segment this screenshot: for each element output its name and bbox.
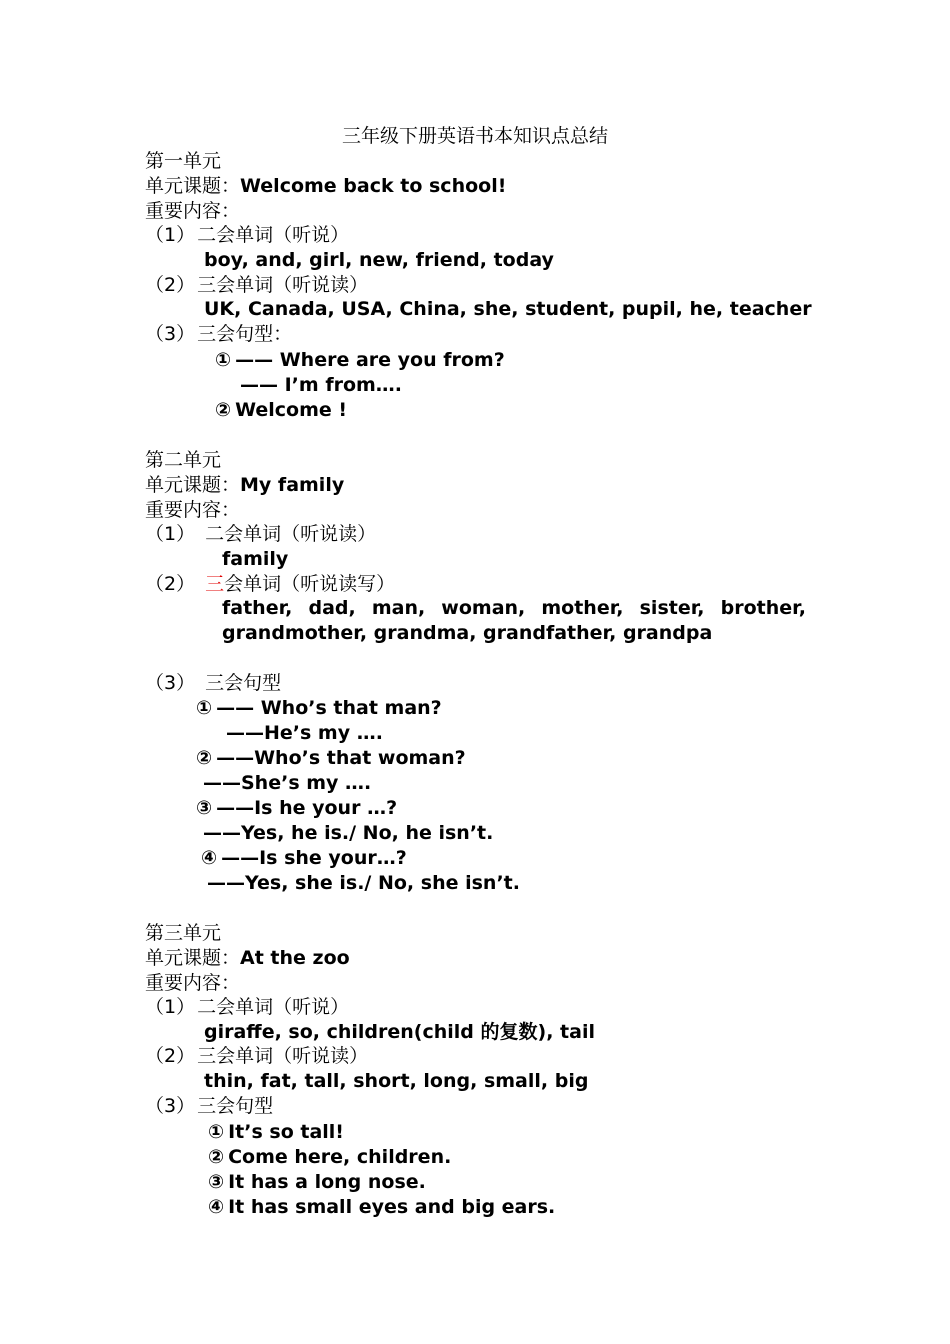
page-title: 三年级下册英语书本知识点总结 [341,125,608,147]
unit2-part2-words-line1 [222,596,806,620]
part-title: 三会句型 [197,1095,274,1117]
unit2-content-label: 重要内容： [145,499,241,521]
unit3-sentence2 [208,1145,451,1169]
number-marker: ② [215,399,232,421]
number-marker: ③ [208,1171,225,1193]
unit1-heading: 第一单元 [145,150,222,172]
unit2-sentence4-answer: ——Yes, she is./ No, she isn’t. [207,872,520,894]
part-number: （2） [145,274,196,296]
part-title: 三会单词（听说读） [197,1045,369,1067]
unit1-part2-words: UK, Canada, USA, China, she, student, pupil, he, teacher [204,298,812,320]
unit3-topic-line [145,946,350,970]
unit3-topic: At the zoo [240,947,350,969]
part-title: 会单词（听说读写） [224,573,396,595]
sentence-text: —— Where are you from? [235,349,505,371]
number-marker: ② [196,747,213,769]
sentence-text: ——Is he your …? [216,797,398,819]
part-number: （3） [145,1095,196,1117]
part-number: （1） [145,224,196,246]
number-marker: ① [215,349,232,371]
unit3-part1-title [145,995,349,1019]
unit2-part2-title [145,572,395,596]
part-number: （1） [145,996,196,1018]
part-title-highlight: 三 [205,573,225,595]
topic-label: 单元课题： [145,474,241,496]
word: brother, [720,597,806,619]
number-marker: ① [196,697,213,719]
unit2-part1-title [145,522,376,546]
sentence-text: Welcome ! [235,399,348,421]
sentence-text: —— Who’s that man? [216,697,442,719]
number-marker: ① [208,1121,225,1143]
unit3-sentence4 [208,1195,555,1219]
unit1-topic: Welcome back to school! [240,175,507,197]
part-title: 三会句型 [205,672,282,694]
unit2-sentence1-question [196,696,442,720]
unit1-part3-title [145,322,292,346]
unit3-part2-words: thin, fat, tall, short, long, small, big [204,1070,589,1092]
unit2-topic-line [145,473,344,497]
unit2-heading: 第二单元 [145,449,222,471]
word: man, [371,597,426,619]
unit2-sentence3-answer: ——Yes, he is./ No, he isn’t. [203,822,494,844]
sentence-text: ——Who’s that woman? [216,747,466,769]
number-marker: ④ [208,1196,225,1218]
sentence-text: It’s so tall! [228,1121,344,1143]
unit1-content-label: 重要内容： [145,200,241,222]
part-number: （3） [145,323,196,345]
part-title: 二会单词（听说读） [205,523,377,545]
part-title: 二会单词（听说） [197,224,350,246]
topic-label: 单元课题： [145,175,241,197]
unit3-sentence3 [208,1170,426,1194]
part-number: （1） [145,523,196,545]
word: mother, [541,597,624,619]
unit3-part3-title [145,1094,273,1118]
sentence-text: It has a long nose. [228,1171,426,1193]
unit1-part1-title [145,223,349,247]
sentence-text: It has small eyes and big ears. [228,1196,556,1218]
unit2-part2-words-line2: grandmother, grandma, grandfather, grandpa [222,622,713,644]
sentence-text: ——Is she your…? [221,847,407,869]
unit3-heading: 第三单元 [145,922,222,944]
sentence-text: Come here, children. [228,1146,452,1168]
unit2-sentence2-question [196,746,466,770]
part-title: 二会单词（听说） [197,996,350,1018]
unit2-sentence2-answer: ——She’s my …. [203,772,372,794]
word: woman, [441,597,526,619]
unit2-part3-title [145,671,281,695]
unit3-part1-words: giraffe, so, children(child 的复数), tail [204,1021,595,1043]
number-marker: ② [208,1146,225,1168]
topic-label: 单元课题： [145,947,241,969]
word: father, [222,597,293,619]
unit2-topic: My family [240,474,345,496]
unit2-part1-words: family [222,548,289,570]
part-number: （2） [145,573,196,595]
unit2-sentence4-question [201,846,407,870]
part-title: 三会单词（听说读） [197,274,369,296]
unit1-sentence2 [215,398,347,422]
word: sister, [639,597,705,619]
word: dad, [308,597,356,619]
part-number: （2） [145,1045,196,1067]
unit1-sentence1-answer: —— I’m from…. [240,374,403,396]
unit1-sentence1-question [215,348,505,372]
unit1-part2-title [145,273,368,297]
unit1-part1-words: boy, and, girl, new, friend, today [204,249,554,271]
unit2-sentence1-answer: ——He’s my …. [226,722,383,744]
part-title: 三会句型： [197,323,293,345]
number-marker: ④ [201,847,218,869]
unit3-sentence1 [208,1120,344,1144]
part-number: （3） [145,672,196,694]
unit2-sentence3-question [196,796,397,820]
number-marker: ③ [196,797,213,819]
unit3-content-label: 重要内容： [145,972,241,994]
unit1-topic-line [145,174,506,198]
unit3-part2-title [145,1044,368,1068]
